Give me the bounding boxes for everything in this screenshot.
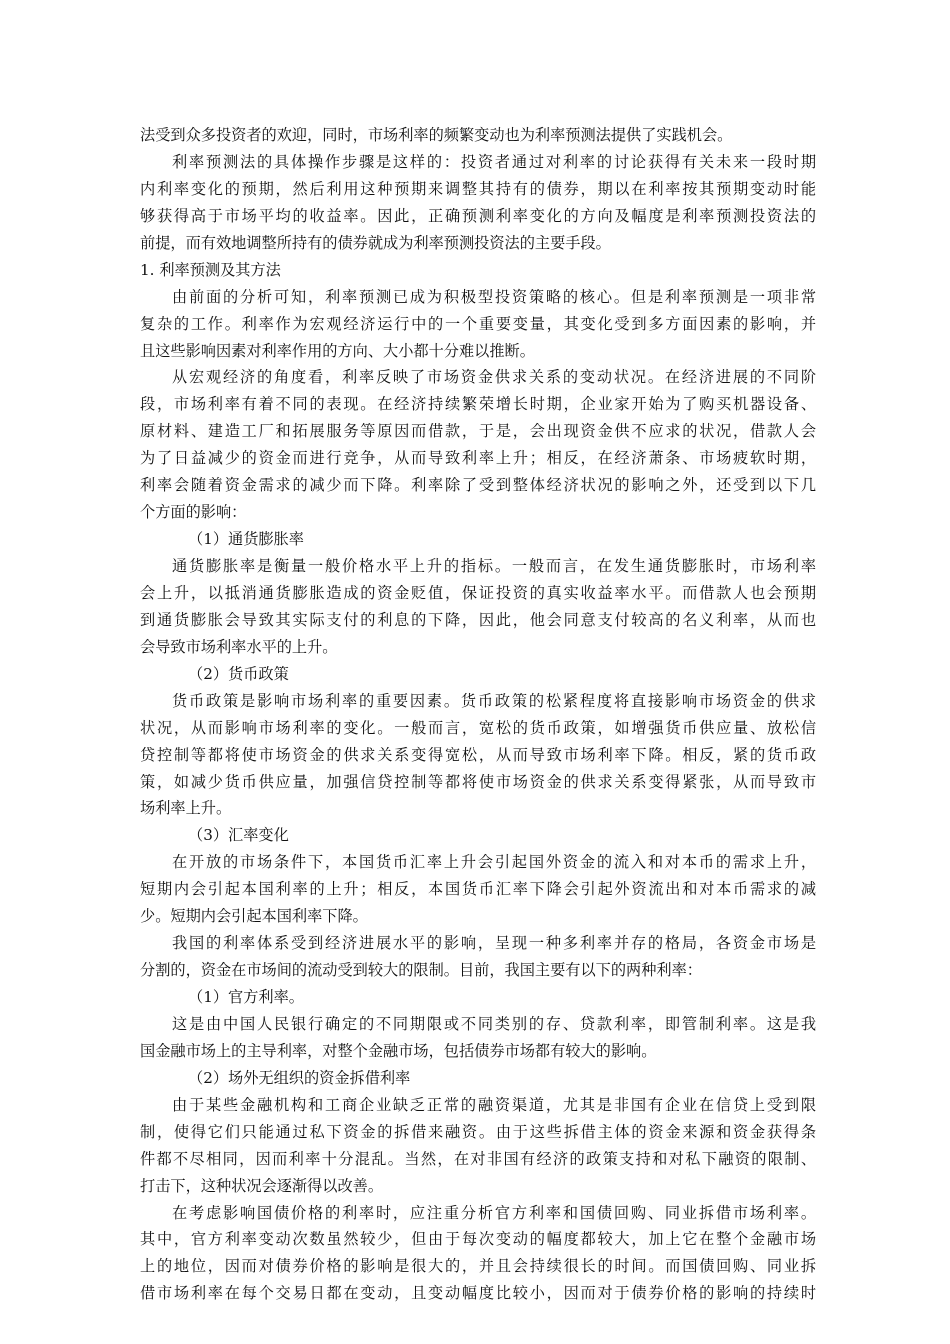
text-line: 这是由中国人民银行确定的不同期限或不同类别的存、贷款利率，即管制利率。这是我 [172, 1014, 816, 1033]
text-line: 在开放的市场条件下，本国货币汇率上升会引起国外资金的流入和对本币的需求上升， [172, 853, 816, 872]
text-line: 且这些影响因素对利率作用的方向、大小都十分难以推断。 [140, 341, 535, 360]
text-line: （1）官方利率。 [188, 988, 304, 1006]
text-line: 原材料、建造工厂和拓展服务等原因而借款，于是，会出现资金供不应求的状况，借款人会 [140, 422, 816, 441]
text-line: 利率预测法的具体操作步骤是这样的：投资者通过对利率的讨论获得有关未来一段时期 [172, 152, 816, 171]
text-line: 我国的利率体系受到经济进展水平的影响，呈现一种多利率并存的格局，各资金市场是 [172, 934, 816, 953]
text-line: 复杂的工作。利率作为宏观经济运行中的一个重要变量，其变化受到多方面因素的影响，并 [140, 314, 816, 333]
text-line: 其中，官方利率变动次数虽然较少，但由于每次变动的幅度都较大，加上它在整个金融市场 [140, 1230, 816, 1249]
text-line: 由于某些金融机构和工商企业缺乏正常的融资渠道，尤其是非国有企业在信贷上受到限 [172, 1095, 816, 1114]
text-line: 上的地位，因而对债券价格的影响是很大的，并且会持续很长的时间。而国债回购、同业拆 [140, 1257, 816, 1276]
text-line: 到通货膨胀会导致其实际支付的利息的下降，因此，他会同意支付较高的名义利率，从而也 [140, 610, 816, 629]
text-line: 分割的，资金在市场间的流动受到较大的限制。目前，我国主要有以下的两种利率： [140, 961, 702, 980]
text-line: 打击下，这种状况会逐渐得以改善。 [140, 1176, 383, 1195]
text-line: 国金融市场上的主导利率，对整个金融市场，包括债券市场都有较大的影响。 [140, 1041, 657, 1060]
text-line: 在考虑影响国债价格的利率时，应注重分析官方利率和国债回购、同业拆借市场利率。 [172, 1203, 816, 1222]
text-line: （1）通货膨胀率 [188, 530, 304, 549]
text-line: （3）汇率变化 [188, 826, 289, 845]
text-line: 短期内会引起本国利率的上升；相反，本国货币汇率下降会引起外资流出和对本币需求的减 [140, 880, 816, 899]
text-line: 利率会随着资金需求的减少而下降。利率除了受到整体经济状况的影响之外，还受到以下几 [140, 476, 816, 495]
text-line: 法受到众多投资者的欢迎，同时，市场利率的频繁变动也为利率预测法提供了实践机会。 [140, 126, 733, 144]
text-line: 借市场利率在每个交易日都在变动，且变动幅度比较小，因而对于债券价格的影响的持续时 [140, 1284, 816, 1303]
text-line: 由前面的分析可知，利率预测已成为积极型投资策略的核心。但是利率预测是一项非常 [172, 287, 816, 306]
text-line: 少。短期内会引起本国利率下降。 [140, 907, 368, 926]
text-line: 货币政策是影响市场利率的重要因素。货币政策的松紧程度将直接影响市场资金的供求 [172, 691, 816, 710]
text-line: （2）场外无组织的资金拆借利率 [188, 1068, 411, 1087]
text-line: 会上升，以抵消通货膨胀造成的资金贬值，保证投资的真实收益率水平。而借款人也会预期 [140, 583, 816, 602]
text-line: 制，使得它们只能通过私下资金的拆借来融资。由于这些拆借主体的资金来源和资金获得条 [140, 1122, 816, 1141]
text-line: 会导致市场利率水平的上升。 [140, 637, 338, 656]
text-line: 个方面的影响： [140, 503, 247, 522]
text-line: 策，如减少货币供应量，加强信贷控制等都将使市场资金的供求关系变得紧张，从而导致市 [140, 772, 816, 791]
text-line: 1. 利率预测及其方法 [140, 260, 281, 279]
text-line: 够获得高于市场平均的收益率。因此，正确预测利率变化的方向及幅度是利率预测投资法的 [140, 206, 816, 225]
text-line: 通货膨胀率是衡量一般价格水平上升的指标。一般而言，在发生通货膨胀时，市场利率 [172, 557, 816, 575]
text-line: 段，市场利率有着不同的表现。在经济持续繁荣增长时期，企业家开始为了购买机器设备、 [140, 395, 816, 414]
text-line: 贷控制等都将使市场资金的供求关系变得宽松，从而导致市场利率下降。相反，紧的货币政 [140, 745, 816, 764]
text-line: 场利率上升。 [140, 799, 232, 818]
text-line: 状况，从而影响市场利率的变化。一般而言，宽松的货币政策，如增强货币供应量、放松信 [140, 718, 816, 737]
text-line: 为了日益减少的资金而进行竞争，从而导致利率上升；相反，在经济萧条、市场疲软时期， [140, 449, 816, 468]
text-line: 前提，而有效地调整所持有的债券就成为利率预测投资法的主要手段。 [140, 233, 611, 252]
text-line: 件都不尽相同，因而利率十分混乱。当然，在对非国有经济的政策支持和对私下融资的限制、 [140, 1149, 816, 1168]
text-line: （2）货币政策 [188, 664, 289, 683]
document-page [140, 122, 816, 1307]
text-line: 内利率变化的预期，然后利用这种预期来调整其持有的债券，期以在利率按其预期变动时能 [140, 179, 816, 198]
text-line: 从宏观经济的角度看，利率反映了市场资金供求关系的变动状况。在经济进展的不同阶 [172, 368, 816, 387]
